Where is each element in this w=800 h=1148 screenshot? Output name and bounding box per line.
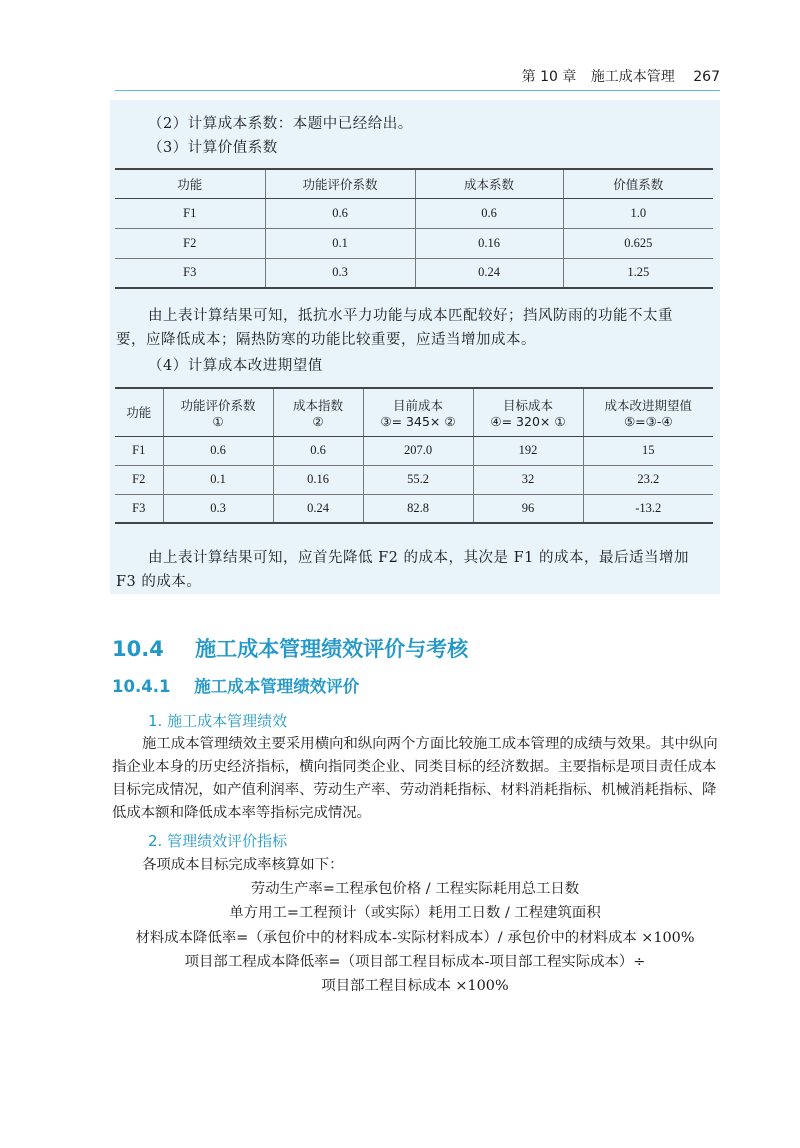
table-row — [115, 228, 713, 258]
table-cell: 0.24 — [273, 494, 363, 523]
formula-unit-labor: 单方用工=工程预计（或实际）耗用工日数 / 工程建筑面积 — [229, 905, 601, 921]
analysis-1-line-2: 要，应降低成本；隔热防寒的功能比较重要，应适当增加成本。 — [116, 332, 536, 348]
table1-header-cell: 功能 — [115, 169, 265, 198]
section-heading — [112, 633, 468, 663]
chapter-label: 第 10 章 — [521, 69, 577, 85]
table-cell: 96 — [473, 494, 583, 523]
table-cell: 0.3 — [163, 494, 273, 523]
formula-project-cost-reduction: 项目部工程成本降低率=（项目部工程目标成本-项目部工程实际成本）÷ — [184, 954, 646, 970]
table-cell: 15 — [583, 436, 713, 465]
table-cell: 32 — [473, 465, 583, 494]
table-cell: 0.6 — [273, 436, 363, 465]
table-cell: 23.2 — [583, 465, 713, 494]
table-row — [115, 494, 713, 523]
value-coefficient-table — [115, 168, 713, 289]
table-row — [115, 436, 713, 465]
table-cell: F3 — [115, 494, 163, 523]
subsection-number: 10.4.1 — [112, 677, 171, 696]
analysis-1-line-1: 由上表计算结果可知，抵抗水平力功能与成本匹配较好；挡风防雨的功能不太重 — [148, 308, 673, 324]
analysis-2-line-1: 由上表计算结果可知，应首先降低 F2 的成本，其次是 F1 的成本，最后适当增加 — [148, 550, 690, 566]
table-cell: 0.16 — [415, 228, 563, 258]
page-header — [115, 66, 720, 91]
table-cell: 0.3 — [265, 258, 415, 288]
table2-header-cell: 成本指数 ② — [273, 388, 363, 436]
formula-material-cost-reduction: 材料成本降低率=（承包价中的材料成本-实际材料成本）/ 承包价中的材料成本 ×100% — [135, 930, 695, 946]
formula-labor-productivity: 劳动生产率=工程承包价格 / 工程实际耗用总工日数 — [250, 881, 580, 897]
table-cell: F1 — [115, 198, 265, 228]
table-cell: 0.6 — [163, 436, 273, 465]
table2-header-cell: 功能评价系数 ① — [163, 388, 273, 436]
table-cell: 1.0 — [563, 198, 713, 228]
heading-performance: 1. 施工成本管理绩效 — [148, 712, 288, 730]
section-title: 施工成本管理绩效评价与考核 — [195, 637, 469, 661]
table-row — [115, 198, 713, 228]
table-cell: 207.0 — [363, 436, 473, 465]
table-row — [115, 258, 713, 288]
table2-header-cell: 目前成本 ③= 345× ② — [363, 388, 473, 436]
subsection-title: 施工成本管理绩效评价 — [194, 677, 360, 696]
step-3-text: （3）计算价值系数 — [148, 140, 278, 156]
table-cell: 0.1 — [265, 228, 415, 258]
table-cell: F2 — [115, 465, 163, 494]
table2-header-cell: 功能 — [115, 388, 163, 436]
heading-indicators: 2. 管理绩效评价指标 — [148, 832, 288, 850]
table-cell: F2 — [115, 228, 265, 258]
analysis-2-line-2: F3 的成本。 — [116, 574, 202, 590]
table-cell: 0.1 — [163, 465, 273, 494]
step-2-text: （2）计算成本系数：本题中已经给出。 — [148, 116, 413, 132]
table1-header-cell: 功能评价系数 — [265, 169, 415, 198]
page-number: 267 — [693, 69, 720, 85]
table-cell: 192 — [473, 436, 583, 465]
table-cell: 0.6 — [265, 198, 415, 228]
table-cell: 0.6 — [415, 198, 563, 228]
formula-project-cost-reduction-cont: 项目部工程目标成本 ×100% — [321, 978, 509, 994]
table-cell: 0.625 — [563, 228, 713, 258]
table-cell: 1.25 — [563, 258, 713, 288]
paragraph-performance: 施工成本管理绩效主要采用横向和纵向两个方面比较施工成本管理的成绩与效果。其中纵向指企业本身的历史经济指标，横向指同类企业、同类目标的经济数据。主要指标是项目责任成本目标完成情况，如产值利润率、劳动生产率、劳动消耗指标、材料消耗指标、机械消耗指标、降低成本额和降低成本率等指标完成情况。 — [112, 736, 718, 821]
section-number: 10.4 — [112, 637, 164, 661]
table-row — [115, 465, 713, 494]
step-4-text: （4）计算成本改进期望值 — [148, 358, 323, 374]
table-cell: -13.2 — [583, 494, 713, 523]
table2-header-cell: 目标成本 ④= 320× ① — [473, 388, 583, 436]
table-cell: 55.2 — [363, 465, 473, 494]
table-cell: 0.16 — [273, 465, 363, 494]
table-cell: 0.24 — [415, 258, 563, 288]
table-cell: 82.8 — [363, 494, 473, 523]
cost-improvement-table — [115, 387, 713, 524]
section-label: 施工成本管理 — [590, 69, 675, 85]
subsection-heading — [112, 673, 359, 697]
table1-header-cell: 价值系数 — [563, 169, 713, 198]
table1-header-cell: 成本系数 — [415, 169, 563, 198]
paragraph-indicators: 各项成本目标完成率核算如下： — [142, 857, 344, 873]
table-cell: F1 — [115, 436, 163, 465]
table2-header-cell: 成本改进期望值 ⑤=③-④ — [583, 388, 713, 436]
table-cell: F3 — [115, 258, 265, 288]
